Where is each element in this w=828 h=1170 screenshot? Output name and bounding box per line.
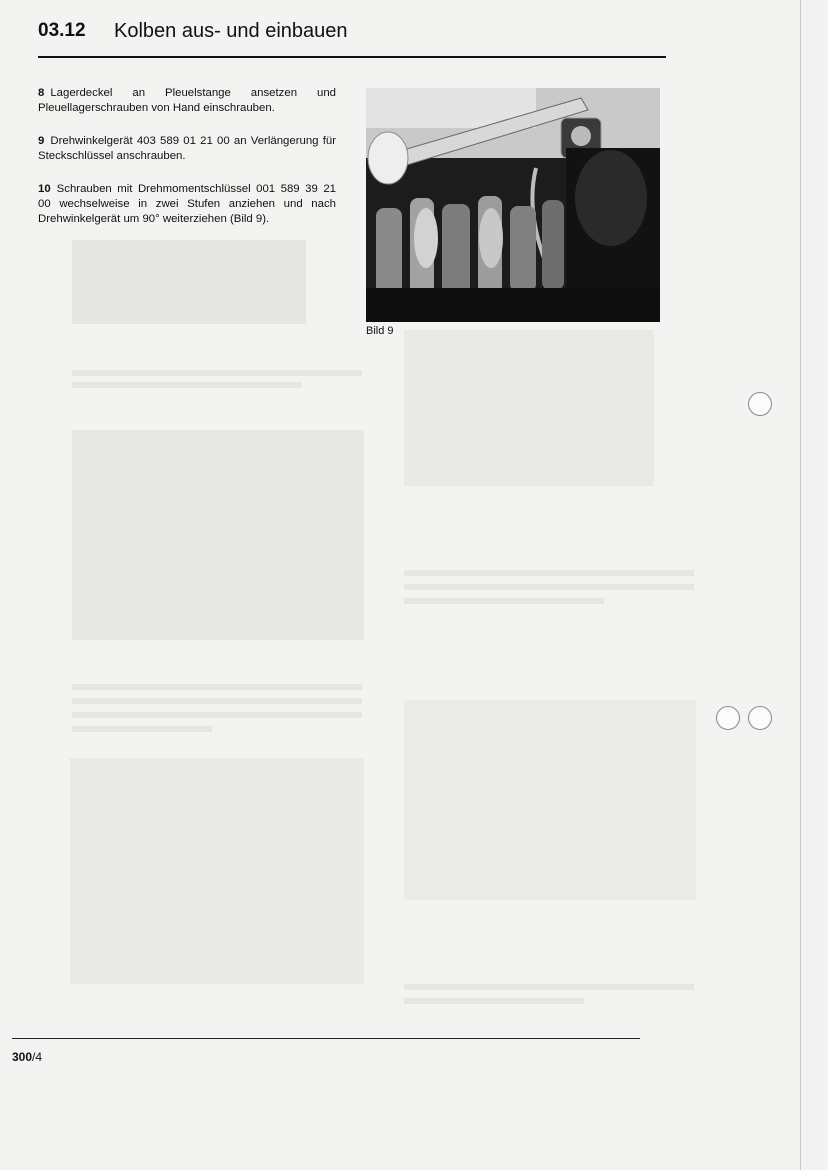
show-through-text — [404, 584, 694, 590]
section-number: 03.12 — [38, 20, 86, 41]
page-number-main: 300 — [12, 1050, 33, 1064]
step-text: Drehwinkelgerät 403 589 01 21 00 an Verlängerung für Steckschlüssel anschrauben. — [38, 135, 336, 162]
show-through-text — [72, 382, 302, 388]
section-title: Kolben aus- und einbauen — [114, 20, 348, 42]
show-through-text — [404, 570, 694, 576]
step-9 — [38, 134, 336, 164]
section-header — [38, 18, 666, 58]
show-through-photo-lower-left — [70, 758, 364, 984]
show-through-text — [72, 726, 212, 732]
binding-hole — [716, 706, 740, 730]
step-text: Lagerdeckel an Pleuelstange ansetzen und Pleuellagerschrauben von Hand einschrauben. — [38, 87, 336, 114]
step-10 — [38, 182, 336, 227]
show-through-photo-lower-right — [404, 700, 696, 900]
show-through-photo-mid-left — [72, 430, 364, 640]
page-number — [12, 1050, 42, 1064]
figure-photo-crankshaft-torque — [366, 88, 660, 322]
footer-rule — [12, 1038, 640, 1039]
step-number: 9 — [38, 135, 45, 147]
crankshaft-photo-illustration — [366, 88, 660, 322]
show-through-photo-mid-right — [404, 330, 654, 486]
show-through-text — [404, 998, 584, 1004]
step-8 — [38, 86, 336, 116]
instruction-steps — [38, 86, 336, 245]
show-through-text — [404, 598, 604, 604]
show-through-text — [72, 712, 362, 718]
page-number-sub: /4 — [32, 1050, 43, 1064]
show-through-text — [72, 698, 362, 704]
show-through-text — [404, 984, 694, 990]
figure-caption: Bild 9 — [366, 325, 394, 337]
binding-hole — [748, 706, 772, 730]
binding-hole — [748, 392, 772, 416]
step-text: Schrauben mit Drehmomentschlüssel 001 589 39 21 00 wechselweise in zwei Stufen anziehen und nach Drehwinkelgerät um 90° weiterziehen (Bild 9). — [38, 183, 336, 225]
step-number: 10 — [38, 183, 51, 195]
page-edge — [800, 0, 801, 1170]
step-number: 8 — [38, 87, 45, 99]
show-through-text — [72, 370, 362, 376]
show-through-photo-top-left — [72, 240, 306, 324]
show-through-text — [72, 684, 362, 690]
